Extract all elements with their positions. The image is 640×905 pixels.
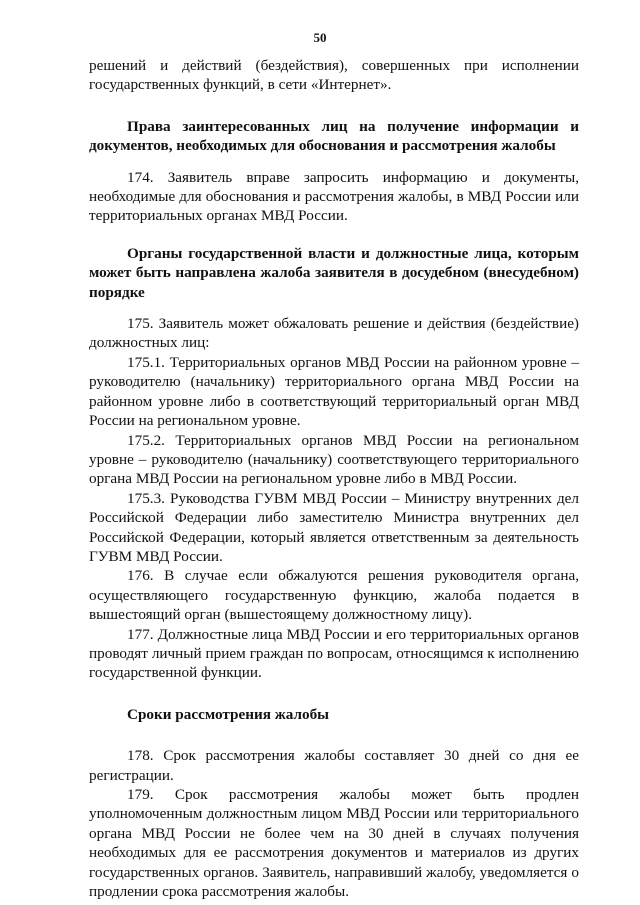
spacer: [89, 724, 579, 746]
spacer: [89, 302, 579, 314]
spacer: [89, 226, 579, 244]
paragraph-175-2: 175.2. Территориальных органов МВД России на региональном уровне – руководителю (начальнику) соответствующего территориального органа МВД России на региональном уровне либо в МВД России.: [89, 431, 579, 488]
paragraph-175-3: 175.3. Руководства ГУВМ МВД России – Министру внутренних дел Российской Федерации либо заместителю Министра внутренних дел Российской Федерации, который является ответственным за деятельность ГУВМ МВД России.: [89, 489, 579, 565]
page-number: 50: [313, 30, 327, 45]
paragraph-177: 177. Должностные лица МВД России и его территориальных органов проводят личный прием граждан по вопросам, относящимся к исполнению государственной функции.: [89, 625, 579, 682]
spacer: [89, 683, 579, 705]
paragraph-174: 174. Заявитель вправе запросить информацию и документы, необходимые для обоснования и рассмотрения жалобы, в МВД России или территориальных органах МВД России.: [89, 168, 579, 225]
section-heading-bodies: Органы государственной власти и должностные лица, которым может быть направлена жалоба заявителя в досудебном (внесудебном) порядке: [89, 244, 579, 301]
intro-continuation: решений и действий (бездействия), совершенных при исполнении государственных функций, в сети «Интернет».: [89, 57, 579, 94]
spacer: [89, 156, 579, 168]
paragraph-179: 179. Срок рассмотрения жалобы может быть продлен уполномоченным должностным лицом МВД России или территориального органа МВД России не более чем на 30 дней в случаях получения необходимых для ее рассмотрения документов и материалов из других государственных органов. Заявитель, направивший жалобу, уведомляется о продлении срока рассмотрения жалобы.: [89, 786, 579, 901]
spacer: [89, 95, 579, 117]
paragraph-175-1: 175.1. Территориальных органов МВД России на районном уровне – руководителю (начальнику) территориального органа МВД России на районном уровне либо в соответствующий территориальный орган МВД России на региональном уровне.: [89, 353, 579, 430]
paragraph-176: 176. В случае если обжалуются решения руководителя органа, осуществляющего государственную функцию, жалоба подается в вышестоящий орган (вышестоящему должностному лицу).: [89, 567, 579, 624]
paragraph-175: 175. Заявитель может обжаловать решение и действия (бездействие) должностных лиц:: [89, 315, 579, 352]
paragraph-178: 178. Срок рассмотрения жалобы составляет 30 дней со дня ее регистрации.: [89, 747, 579, 784]
page-content: [89, 56, 579, 901]
section-heading-terms: Сроки рассмотрения жалобы: [127, 705, 330, 723]
section-heading-rights: Права заинтересованных лиц на получение информации и документов, необходимых для обоснования и рассмотрения жалобы: [89, 117, 579, 155]
